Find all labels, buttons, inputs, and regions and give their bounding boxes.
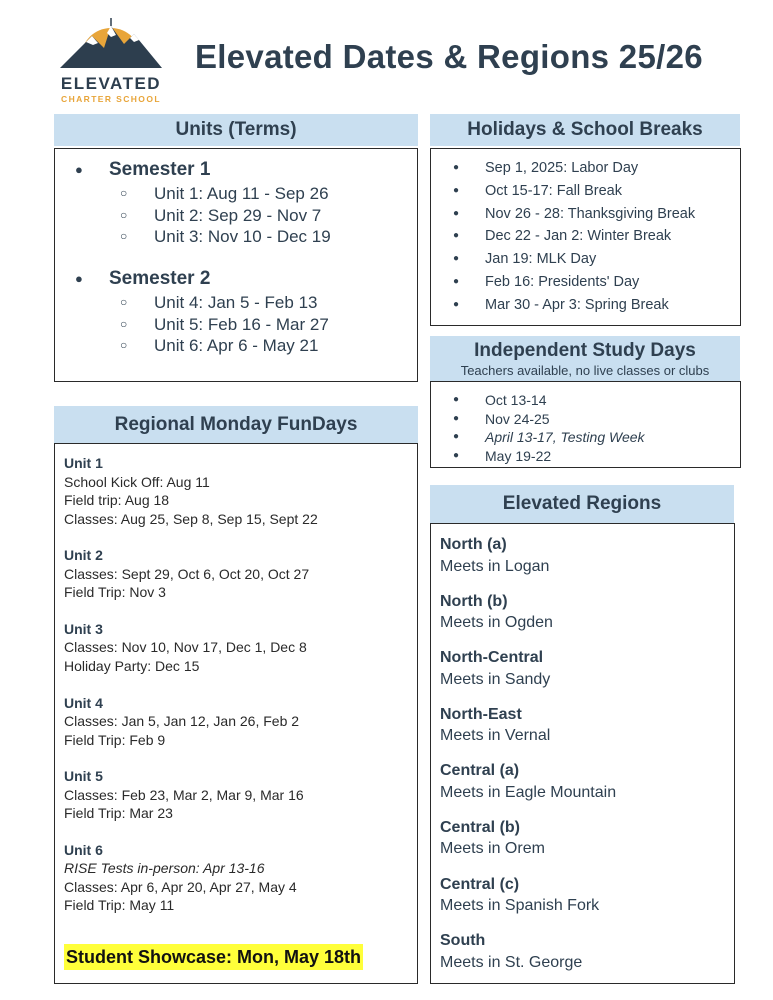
holiday-item: ● Nov 26 - 28: Thanksgiving Break [431,203,740,226]
region-name: Central (c) [440,875,520,893]
funday-line: Field Trip: May 11 [64,897,175,914]
funday-unit-title: Unit 1 [64,455,103,471]
mountain-logo-icon [52,18,170,74]
funday-line: Holiday Party: Dec 15 [64,657,200,674]
funday-unit [64,767,417,823]
funday-line: Classes: Apr 6, Apr 20, Apr 27, May 4 [64,878,297,895]
funday-unit-title: Unit 3 [64,620,103,637]
region-location: Meets in Ogden [440,614,553,632]
semester-2 [55,266,415,357]
funday-unit-title: Unit 5 [64,768,103,785]
region-location: Meets in Sandy [440,670,551,688]
funday-line: Classes: Jan 5, Jan 12, Jan 26, Feb 2 [64,713,300,730]
region-item [440,874,734,917]
region-name: North (a) [440,536,507,553]
unit-item: ○ Unit 1: Aug 11 - Sep 26 [55,183,415,205]
holiday-item: ● Sep 1, 2025: Labor Day [431,157,740,180]
region-item [440,817,734,860]
funday-line: Classes: Feb 23, Mar 2, Mar 9, Mar 16 [64,786,304,803]
holiday-item: ● Mar 30 - Apr 3: Spring Break [431,294,740,317]
region-location: Meets in Eagle Mountain [440,783,617,801]
region-item [440,930,734,973]
fundays-header: Regional Monday FunDays [54,406,418,444]
logo-subtitle: CHARTER SCHOOL [61,94,161,104]
region-name: North-Central [440,649,544,667]
funday-unit-title: Unit 2 [64,547,103,564]
semester-title: ● Semester 2 [55,266,415,292]
funday-line: Field trip: Aug 18 [64,492,170,508]
unit-item: ○ Unit 3: Nov 10 - Dec 19 [55,226,415,248]
school-logo [52,18,170,110]
region-name: Central (a) [440,762,520,780]
independent-study-title: Independent Study Days [474,340,696,361]
logo-name: ELEVATED [60,74,162,93]
funday-unit-title: Unit 6 [64,841,103,858]
holiday-item: ● Dec 22 - Jan 2: Winter Break [431,225,740,248]
region-item [440,647,734,690]
regions-header: Elevated Regions [430,485,734,523]
funday-line: School Kick Off: Aug 11 [64,473,210,490]
study-day-item: ● Nov 24-25 [431,410,740,429]
units-box [54,148,418,382]
regions-box [430,523,735,984]
funday-unit [64,454,417,528]
funday-unit [64,694,417,750]
funday-line: Field Trip: Mar 23 [64,805,173,822]
region-item [440,760,734,803]
holidays-header: Holidays & School Breaks [430,114,740,146]
independent-study-box [430,381,741,468]
study-day-item: ● Oct 13-14 [431,391,740,410]
funday-unit [64,546,417,602]
unit-item: ○ Unit 6: Apr 6 - May 21 [55,335,415,357]
study-day-item: ● April 13-17, Testing Week [431,428,740,447]
funday-unit [64,841,417,915]
funday-line: RISE Tests in-person: Apr 13-16 [64,860,265,877]
independent-study-header [430,336,740,382]
independent-study-subtitle: Teachers available, no live classes or clubs [460,363,710,378]
region-name: North (b) [440,592,508,610]
region-location: Meets in Vernal [440,727,551,745]
region-item [440,534,734,577]
holiday-item: ● Jan 19: MLK Day [431,248,740,271]
holiday-item: ● Oct 15-17: Fall Break [431,180,740,203]
region-location: Meets in Logan [440,557,550,575]
student-showcase-highlight: Student Showcase: Mon, May 18th [64,944,363,970]
funday-line: Classes: Nov 10, Nov 17, Dec 1, Dec 8 [64,639,307,656]
region-name: Central (b) [440,818,520,836]
funday-line: Field Trip: Feb 9 [64,731,166,748]
funday-line: Field Trip: Nov 3 [64,584,166,601]
holidays-box [430,148,741,326]
region-name: North-East [440,705,522,723]
region-name: South [440,932,486,950]
region-location: Meets in St. George [440,953,583,971]
unit-item: ○ Unit 4: Jan 5 - Feb 13 [55,292,415,314]
region-location: Meets in Spanish Fork [440,897,600,915]
funday-unit [64,620,417,676]
funday-line: Classes: Aug 25, Sep 8, Sep 15, Sept 22 [64,510,318,527]
semester-1 [55,157,415,248]
page-title: Elevated Dates & Regions 25/26 [195,38,703,75]
units-header: Units (Terms) [54,114,418,146]
region-location: Meets in Orem [440,840,545,858]
funday-line: Classes: Sept 29, Oct 6, Oct 20, Oct 27 [64,565,310,582]
fundays-box [54,443,418,984]
holiday-item: ● Feb 16: Presidents' Day [431,271,740,294]
semester-title: ● Semester 1 [55,157,415,183]
study-day-item: ● May 19-22 [431,447,740,466]
unit-item: ○ Unit 5: Feb 16 - Mar 27 [55,314,415,336]
region-item [440,704,734,747]
funday-unit-title: Unit 4 [64,694,103,711]
region-item [440,591,734,634]
unit-item: ○ Unit 2: Sep 29 - Nov 7 [55,205,415,227]
